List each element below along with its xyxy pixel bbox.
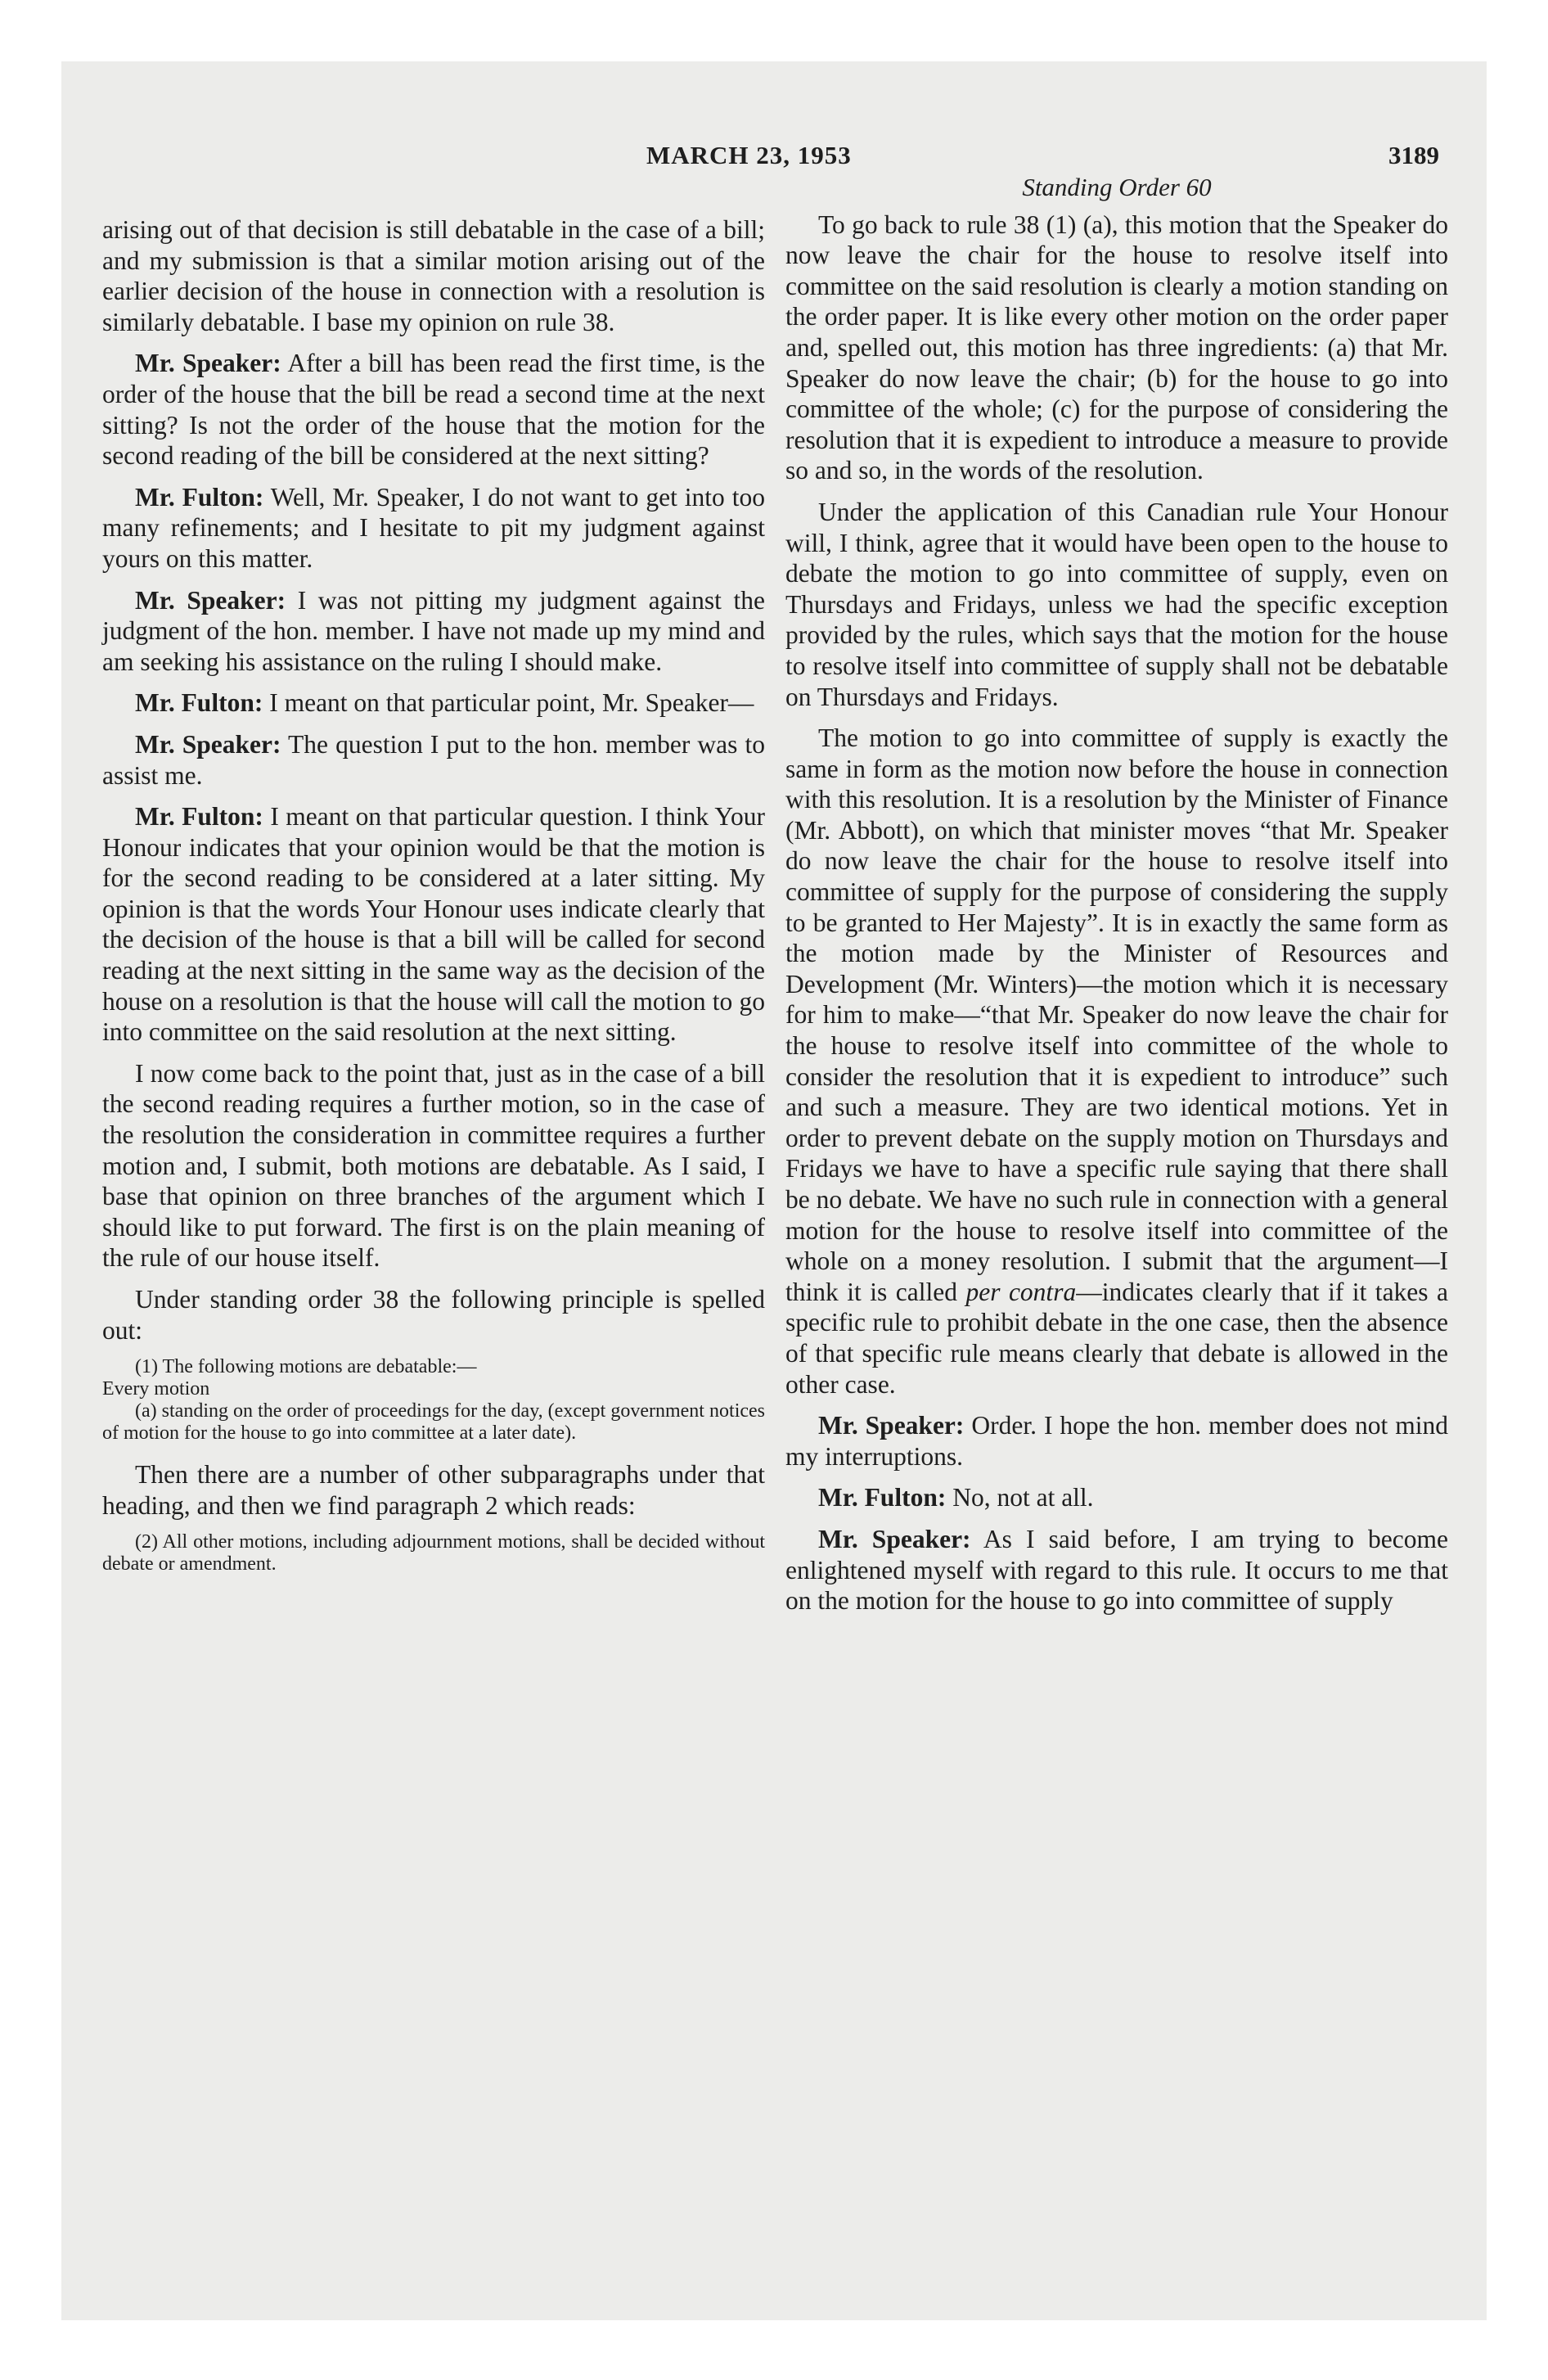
paragraph bbox=[102, 482, 765, 575]
paragraph-text: The motion to go into committee of supply is exactly the same in form as the motion now before the house in connection with this resolution. It is a resolution by the Minister of Finance (Mr. Abbott), on which that minister moves “that Mr. Speaker do now leave the chair for the house to resolve itself into committee of supply for the purpose of considering the supply to be granted to Her Majesty”. It is in exactly the same form as the motion made by the Minister of Resources and Development (Mr. Winters)—the motion which it is necessary for him to make—“that Mr. Speaker do now leave the chair for the house to resolve itself into committee of the whole to consider the resolution that it is expedient to introduce” such and such a measure. They are two identical motions. Yet in order to prevent debate on the supply motion on Thursdays and Fridays we have to have a specific rule saying that there shall be no debate. We have no such rule in connection with a general motion for the house to resolve itself into committee of the whole on a money resolution. I submit that the argument—I think it is called bbox=[785, 723, 1448, 1306]
speech-text: I meant on that particular question. I think Your Honour indicates that your opinion would be that the motion is for the second reading to be considered at a later sitting. My opinion is that the words Your Honour uses indicate clearly that the decision of the house is that a bill will be called for second reading at the next sitting in the same way as the decision of the house on a resolution is that the house will call the motion to go into committee on the said resolution at the next sitting. bbox=[102, 802, 765, 1047]
speaker-name: Mr. Speaker: bbox=[818, 1411, 965, 1440]
speech-text: Order. I hope the hon. member does not mind my interruptions. bbox=[785, 1411, 1448, 1471]
left-column bbox=[102, 214, 765, 1590]
paragraph-text: —indicates clearly that if it takes a specific rule to prohibit debate in the one case, then the absence of that specific rule means clearly that debate is allowed in the other case. bbox=[785, 1277, 1449, 1399]
paragraph: Under the application of this Canadian rule Your Honour will, I think, agree that it would have been open to the house to debate the motion to go into committee of supply, even on Thursdays and Fridays, unless we had the specific exception provided by the rules, which says that the motion for the house to resolve itself into committee of supply shall not be debatable on Thursdays and Fridays. bbox=[785, 497, 1448, 711]
quote-line: (a) standing on the order of proceedings for the day, (except government notices of motion for the house to go into committee at a later date). bbox=[102, 1400, 765, 1445]
speaker-name: Mr. Fulton: bbox=[818, 1483, 947, 1512]
paragraph bbox=[785, 1410, 1448, 1472]
speech-text: I was not pitting my judgment against the judgment of the hon. member. I have not made up my mind and am seeking his assistance on the ruling I should make. bbox=[102, 585, 765, 676]
paragraph bbox=[785, 1524, 1448, 1616]
paragraph: arising out of that decision is still debatable in the case of a bill; and my submission is that a similar motion arising out of the earlier decision of the house in connection with a resolution is similarly debatable. I base my opinion on rule 38. bbox=[102, 215, 765, 336]
paragraph: To go back to rule 38 (1) (a), this motion that the Speaker do now leave the chair for the house to resolve itself into committee on the said resolution is clearly a motion standing on the order paper. It is like every other motion on the order paper and, spelled out, this motion has three ingredients: (a) that Mr. Speaker do now leave the chair; (b) for the house to go into committee of the whole; (c) for the purpose of considering the resolution that it is expedient to introduce a measure to provide so and so, in the words of the resolution. bbox=[785, 210, 1448, 485]
speaker-name: Mr. Speaker: bbox=[135, 729, 281, 759]
paragraph: I now come back to the point that, just as in the case of a bill the second reading requires a further motion, so in the case of the resolution the consideration in committee requires a further motion and, I submit, both motions are debatable. As I said, I base that opinion on three branches of the argument which I should like to put forward. The first is on the plain meaning of the rule of our house itself. bbox=[102, 1058, 765, 1273]
right-column bbox=[785, 172, 1448, 1627]
paragraph: Under standing order 38 the following principle is spelled out: bbox=[102, 1285, 765, 1345]
latin-term: per contra bbox=[965, 1277, 1077, 1306]
paragraph bbox=[102, 348, 765, 471]
page-number: 3189 bbox=[1388, 141, 1439, 169]
speaker-name: Mr. Fulton: bbox=[135, 482, 264, 512]
block-quote bbox=[102, 1531, 765, 1575]
quote-line: Every motion bbox=[102, 1378, 210, 1400]
section-subheading: Standing Order 60 bbox=[1022, 173, 1212, 201]
paragraph bbox=[102, 729, 765, 791]
speech-text: Well, Mr. Speaker, I do not want to get into too many refinements; and I hesitate to pit my judgment against yours on this matter. bbox=[102, 482, 765, 573]
paragraph bbox=[102, 687, 765, 719]
paragraph: Then there are a number of other subparagraphs under that heading, and then we find paragraph 2 which reads: bbox=[102, 1460, 765, 1520]
speaker-name: Mr. Speaker: bbox=[818, 1524, 971, 1553]
speaker-name: Mr. Fulton: bbox=[135, 802, 263, 832]
speech-text: After a bill has been read the first time, is the order of the house that the bill be read a second time at the next sitting? Is not the order of the house that the motion for the second reading of the bill be considered at the next sitting? bbox=[102, 349, 766, 471]
paragraph bbox=[102, 801, 765, 1048]
speech-text: As I said before, I am trying to become enlightened myself with regard to this rule. It occurs to me that on the motion for the house to go into committee of supply bbox=[785, 1524, 1449, 1616]
speech-text: I meant on that particular point, Mr. Speaker— bbox=[269, 688, 754, 718]
paragraph bbox=[102, 585, 765, 678]
quote-line: (2) All other motions, including adjournment motions, shall be decided without debate or amendment. bbox=[102, 1531, 765, 1575]
block-quote bbox=[102, 1356, 765, 1445]
paragraph bbox=[785, 723, 1448, 1400]
quote-line: (1) The following motions are debatable:— bbox=[135, 1356, 477, 1378]
speech-text: No, not at all. bbox=[952, 1483, 1094, 1512]
speaker-name: Mr. Speaker: bbox=[135, 585, 286, 615]
running-head-date: MARCH 23, 1953 bbox=[646, 141, 852, 169]
speech-text: The question I put to the hon. member was to assist me. bbox=[102, 729, 765, 790]
speaker-name: Mr. Speaker: bbox=[135, 349, 281, 378]
speaker-name: Mr. Fulton: bbox=[135, 688, 263, 718]
paragraph bbox=[785, 1482, 1448, 1513]
